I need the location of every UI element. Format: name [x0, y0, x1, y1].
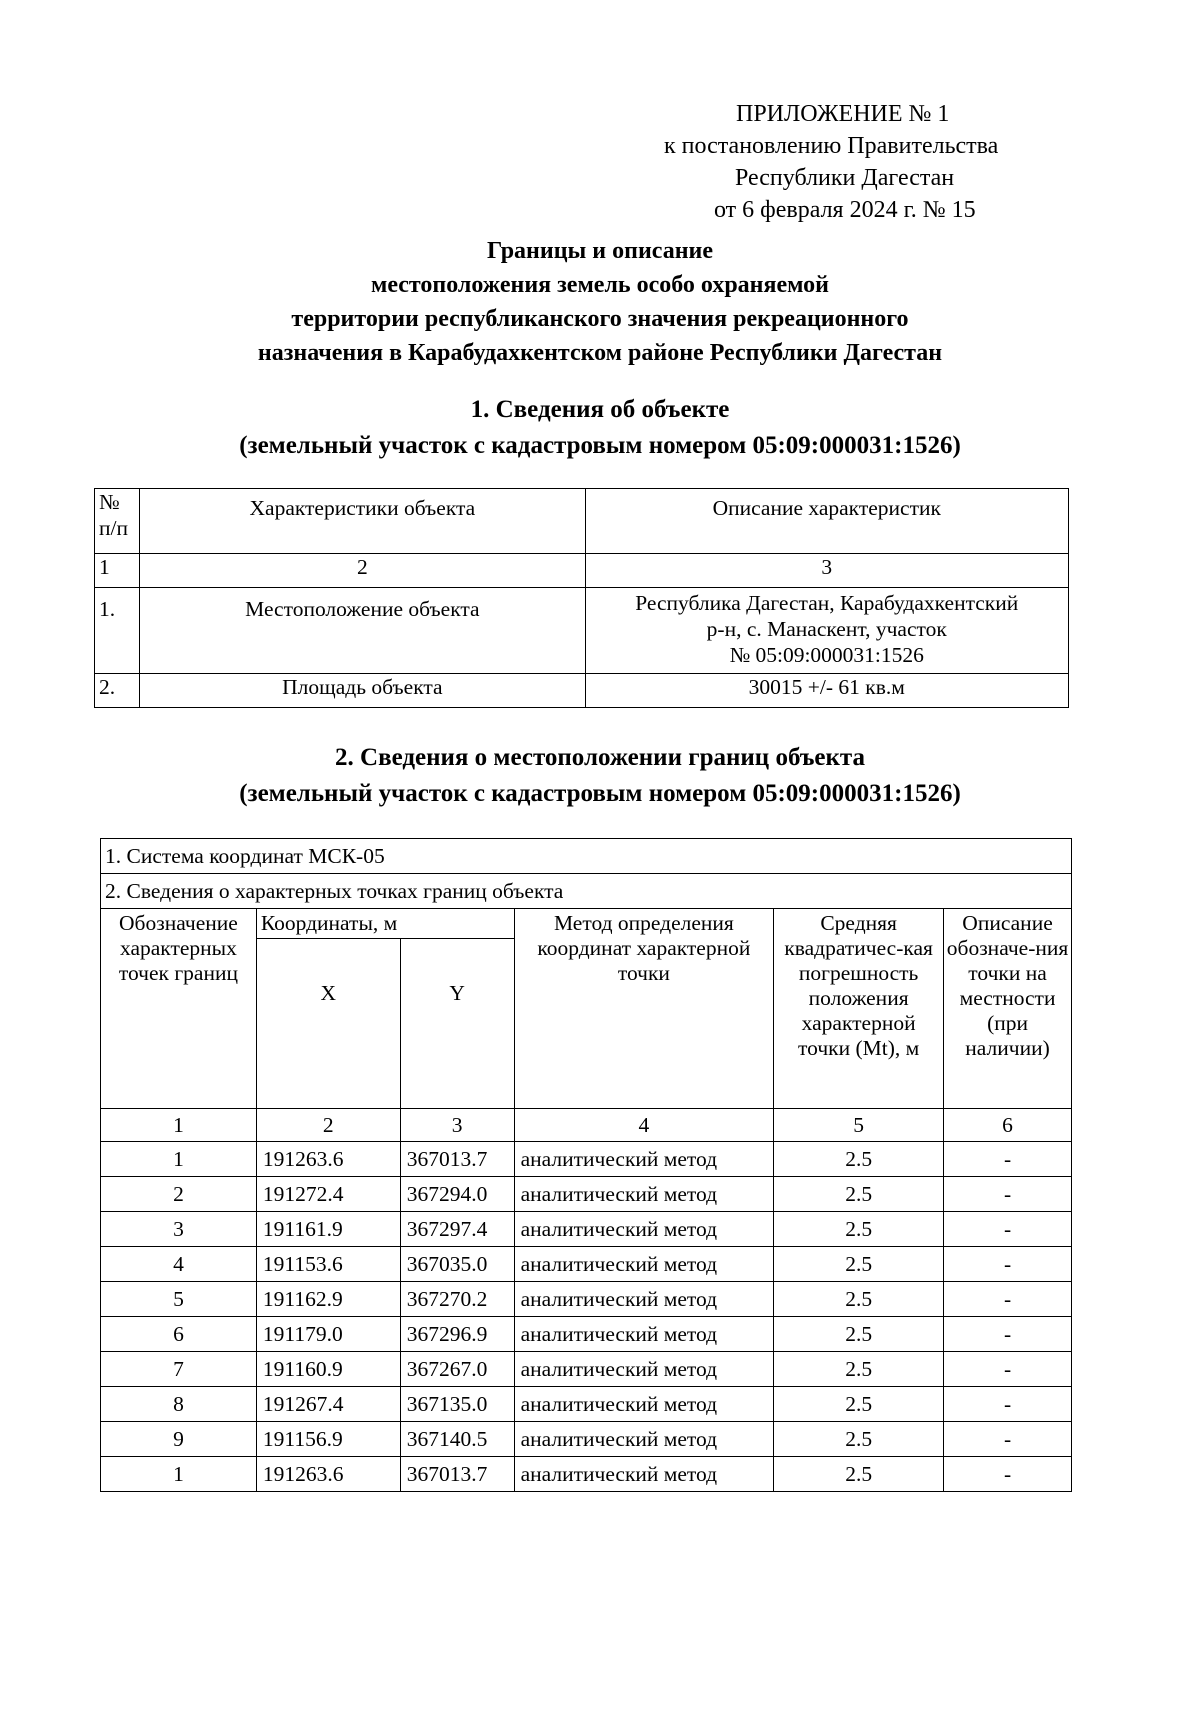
table-header-row: [95, 489, 1069, 554]
coordinate-y: 367294.0: [400, 1177, 514, 1212]
error-value: 2.5: [774, 1387, 944, 1422]
header-coordinates: Координаты, м: [256, 909, 514, 939]
index-cell: 1: [101, 1109, 257, 1142]
coordinate-x: 191156.9: [256, 1422, 400, 1457]
point-number: 5: [101, 1282, 257, 1317]
row-characteristic: Площадь объекта: [140, 674, 585, 708]
object-info-table: [94, 488, 1069, 708]
coordinate-y: 367035.0: [400, 1247, 514, 1282]
appendix-resolution: к постановлению Правительства: [664, 133, 999, 159]
table-row: [95, 588, 1069, 674]
error-value: 2.5: [774, 1247, 944, 1282]
coordinate-system-row: [101, 839, 1072, 874]
table-header-row: [101, 909, 1072, 939]
point-number: 6: [101, 1317, 257, 1352]
error-value: 2.5: [774, 1352, 944, 1387]
appendix-republic: Республики Дагестан: [735, 165, 955, 191]
section2-title: [100, 740, 1100, 812]
index-cell: 3: [585, 554, 1069, 588]
header-method: Метод определения координат характерной точки: [514, 909, 774, 1109]
index-cell: 1: [95, 554, 140, 588]
section1-title: [100, 392, 1100, 464]
appendix-header: [664, 98, 1084, 226]
point-description: -: [944, 1142, 1072, 1177]
coordinate-y: 367013.7: [400, 1457, 514, 1492]
points-body: [101, 1142, 1072, 1492]
method: аналитический метод: [514, 1457, 774, 1492]
point-number: 8: [101, 1387, 257, 1422]
coordinate-y: 367297.4: [400, 1212, 514, 1247]
table-index-row: [95, 554, 1069, 588]
section2-heading: 2. Сведения о местоположении границ объекта: [335, 744, 865, 771]
error-value: 2.5: [774, 1317, 944, 1352]
row-number: 1.: [95, 588, 140, 674]
description-line: № 05:09:000031:1526: [729, 643, 924, 667]
row-number: 2.: [95, 674, 140, 708]
table-row: [101, 1352, 1072, 1387]
table-row: [101, 1142, 1072, 1177]
index-cell: 2: [256, 1109, 400, 1142]
point-description: -: [944, 1212, 1072, 1247]
header-y: Y: [400, 939, 514, 1109]
coordinate-x: 191267.4: [256, 1387, 400, 1422]
point-description: -: [944, 1317, 1072, 1352]
coordinate-y: 367270.2: [400, 1282, 514, 1317]
error-value: 2.5: [774, 1177, 944, 1212]
coordinate-x: 191179.0: [256, 1317, 400, 1352]
table-row: [101, 1422, 1072, 1457]
point-number: 4: [101, 1247, 257, 1282]
section1-heading: 1. Сведения об объекте: [470, 396, 730, 423]
point-description: -: [944, 1177, 1072, 1212]
coordinate-y: 367013.7: [400, 1142, 514, 1177]
method: аналитический метод: [514, 1177, 774, 1212]
points-caption: 2. Сведения о характерных точках границ объекта: [101, 874, 1072, 909]
row-description: 30015 +/- 61 кв.м: [585, 674, 1069, 708]
header-x: X: [256, 939, 400, 1109]
section2-subheading: (земельный участок с кадастровым номером 05:09:000031:1526): [239, 780, 961, 807]
point-number: 7: [101, 1352, 257, 1387]
method: аналитический метод: [514, 1282, 774, 1317]
method: аналитический метод: [514, 1387, 774, 1422]
coordinate-x: 191153.6: [256, 1247, 400, 1282]
boundary-points-table: [100, 838, 1072, 1492]
point-description: -: [944, 1457, 1072, 1492]
coordinate-system: 1. Система координат МСК-05: [101, 839, 1072, 874]
point-number: 9: [101, 1422, 257, 1457]
method: аналитический метод: [514, 1247, 774, 1282]
table-row: [101, 1247, 1072, 1282]
coordinate-y: 367135.0: [400, 1387, 514, 1422]
method: аналитический метод: [514, 1317, 774, 1352]
point-description: -: [944, 1282, 1072, 1317]
point-description: -: [944, 1247, 1072, 1282]
point-description: -: [944, 1387, 1072, 1422]
coordinate-y: 367267.0: [400, 1352, 514, 1387]
point-description: -: [944, 1422, 1072, 1457]
document-title: [100, 234, 1100, 370]
title-line: Границы и описание: [486, 238, 714, 264]
table-row: [101, 1177, 1072, 1212]
method: аналитический метод: [514, 1422, 774, 1457]
error-value: 2.5: [774, 1457, 944, 1492]
method: аналитический метод: [514, 1352, 774, 1387]
coordinate-y: 367140.5: [400, 1422, 514, 1457]
error-value: 2.5: [774, 1212, 944, 1247]
coordinate-x: 191263.6: [256, 1142, 400, 1177]
appendix-date: от 6 февраля 2024 г. № 15: [714, 197, 976, 223]
index-cell: 6: [944, 1109, 1072, 1142]
row-characteristic: Местоположение объекта: [140, 588, 585, 674]
index-cell: 2: [140, 554, 585, 588]
error-value: 2.5: [774, 1282, 944, 1317]
table-row: [101, 1387, 1072, 1422]
point-number: 1: [101, 1457, 257, 1492]
header-cell: Описание характеристик: [585, 489, 1069, 554]
description-line: р-н, с. Манаскент, участок: [706, 617, 947, 641]
coordinate-x: 191161.9: [256, 1212, 400, 1247]
coordinate-x: 191162.9: [256, 1282, 400, 1317]
coordinate-x: 191263.6: [256, 1457, 400, 1492]
error-value: 2.5: [774, 1142, 944, 1177]
coordinate-y: 367296.9: [400, 1317, 514, 1352]
table-index-row: [101, 1109, 1072, 1142]
header-designation: Обозначение характерных точек границ: [101, 909, 257, 1109]
method: аналитический метод: [514, 1142, 774, 1177]
header-cell: № п/п: [95, 489, 140, 554]
header-description: Описание обозначе-ния точки на местности (при наличии): [944, 909, 1072, 1109]
point-number: 1: [101, 1142, 257, 1177]
table-row: [95, 674, 1069, 708]
row-description: [585, 588, 1069, 674]
error-value: 2.5: [774, 1422, 944, 1457]
index-cell: 4: [514, 1109, 774, 1142]
coordinate-x: 191160.9: [256, 1352, 400, 1387]
title-line: назначения в Карабудахкентском районе Республики Дагестан: [257, 340, 943, 366]
header-error: Средняя квадратичес-кая погрешность положения характерной точки (Mt), м: [774, 909, 944, 1109]
table-row: [101, 1282, 1072, 1317]
points-caption-row: [101, 874, 1072, 909]
index-cell: 3: [400, 1109, 514, 1142]
index-cell: 5: [774, 1109, 944, 1142]
table-row: [101, 1212, 1072, 1247]
section1-subheading: (земельный участок с кадастровым номером 05:09:000031:1526): [239, 432, 961, 459]
coordinate-x: 191272.4: [256, 1177, 400, 1212]
appendix-number: ПРИЛОЖЕНИЕ № 1: [736, 101, 950, 127]
title-line: местоположения земель особо охраняемой: [370, 272, 830, 298]
header-cell: Характеристики объекта: [140, 489, 585, 554]
point-number: 3: [101, 1212, 257, 1247]
title-line: территории республиканского значения рекреационного: [291, 306, 909, 332]
table-row: [101, 1317, 1072, 1352]
table-row: [101, 1457, 1072, 1492]
description-line: Республика Дагестан, Карабудахкентский: [635, 591, 1019, 615]
method: аналитический метод: [514, 1212, 774, 1247]
point-description: -: [944, 1352, 1072, 1387]
point-number: 2: [101, 1177, 257, 1212]
